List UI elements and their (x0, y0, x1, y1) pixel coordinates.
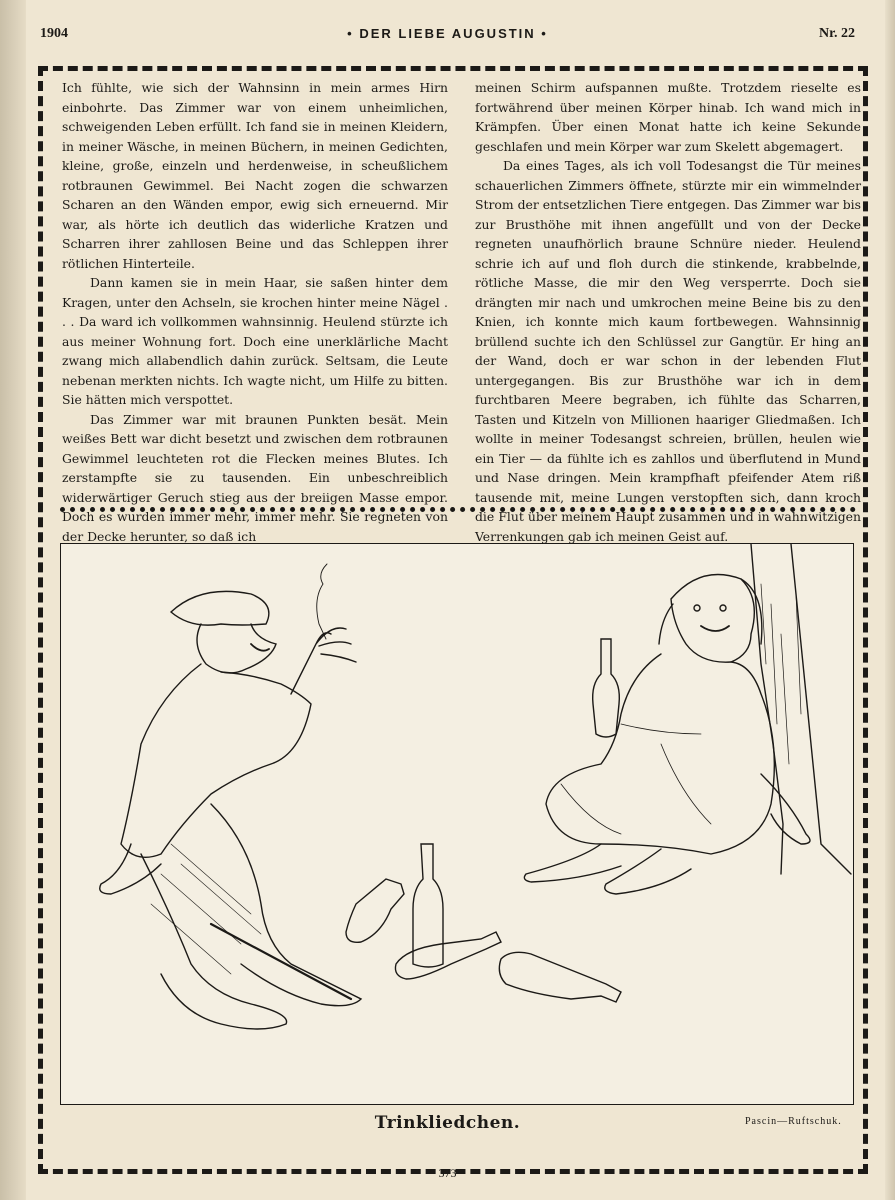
bottle-held (593, 639, 620, 737)
page-number: 373 (438, 1166, 457, 1180)
paragraph: Da eines Tages, als ich voll Todesangst die Tür meines schauerlichen Zimmers öffnete, stürzte mir ein wimmelnder Strom der entsetzlichen Tiere entgegen. Das Zimmer war bis zur Brusthöhe mit ihnen angefüllt und von der Decke regneten unaufhörlich braune Schnüre nieder. Heulend schrie ich auf und floh durch die stinkende, krabbelnde, rötliche Masse, die mir den Weg versperrte. Doch sie drängten mir nach und umkrochen meine Beine bis zu den Knien, ich konnte mich kaum fortbewegen. Wahnsinnig brüllend suchte ich den Schlüssel zur Gangtür. Er hing an der Wand, doch er war schon in der lebenden Flut untergegangen. Bis zur Brusthöhe war ich in dem furchtbaren Meere begraben, ich fühlte das Scharren, Tasten und Kitzeln von Millionen haariger Gliedmaßen. Ich wollte in meiner Todesangst schreien, brüllen, heulen wie ein Tier — da fühlte ich es zahllos und überflutend in Mund und Nase dringen. Mein krampfhaft pfeifender Atem riß tausende mit, meine Lungen verstopften sich, dann kroch die Flut über meinem Haupt zusammen und in wahnwitzigen Verrenkungen gab ich meinen Geist auf. (475, 158, 861, 544)
text-column-left (62, 78, 448, 546)
paragraph: meinen Schirm aufspannen mußte. Trotzdem rieselte es fortwährend über meinen Körper hinab. Ich wand mich in Krämpfen. Über einen Monat hatte ich keine Sekunde geschlafen und mein Körper war zum Skelett abgemagert. (475, 80, 861, 154)
artist-signature: Pascin—Ruftschuk. (745, 1116, 842, 1127)
paragraph: Dann kamen sie in mein Haar, sie saßen hinter dem Kragen, unter den Achseln, sie krochen hinter meine Nägel . . . Da ward ich vollkommen wahnsinnig. Heulend stürzte ich aus meiner Wohnung fort. Doch eine unerklärliche Macht zwang mich allabendlich dahin zurück. Seltsam, die Leute nebenan merkten nichts. Ich wagte nicht, um Hilfe zu bitten. Sie hätten mich verspottet. (62, 275, 448, 407)
paragraph: Das Zimmer war mit braunen Punkten besät. Mein weißes Bett war dicht besetzt und zwischen dem rotbraunen Gewimmel leuchteten rot die Flecken meines Blutes. Ich zerstampfte sie zu tausenden. Ein unbeschreiblich widerwärtiger Geruch stieg aus der breiigen Masse empor. Doch es wurden immer mehr, immer mehr. Sie regneten von der Decke herunter, so daß ich (62, 411, 448, 544)
hat (171, 591, 269, 625)
header-magazine-title: • DER LIEBE AUGUSTIN • (347, 26, 548, 41)
running-header (40, 26, 855, 44)
illustration-caption: Trinkliedchen. (374, 1113, 521, 1133)
text-column-right (475, 78, 861, 546)
seated-woman-figure (524, 575, 810, 895)
paragraph: Ich fühlte, wie sich der Wahnsinn in mein armes Hirn einbohrte. Das Zimmer war von einem unheimlichen, schweigenden Leben erfüllt. Ich fand sie in meinen Kleidern, in meiner Wäsche, in meinen Büchern, in meinen Gedichten, kleine, große, einzeln und herdenweise, in scheußlichem rotbraunen Gewimmel. Bei Nacht zogen die schwarzen Scharen an den Wänden empor, ewig sich erneuernd. Mir war, als hörte ich deutlich das widerliche Kratzen und Scharren ihrer zahllosen Beine und das Schleppen ihrer rötlichen Hinterteile. (62, 80, 448, 271)
bottles-on-ground (346, 844, 621, 1002)
illustration-drinking-song (60, 543, 854, 1105)
illustration-drawing (61, 544, 852, 1103)
header-issue-number: Nr. 22 (818, 26, 855, 41)
walking-stick (211, 924, 351, 999)
page-edge-shadow (885, 0, 895, 1200)
dancing-man-figure (100, 564, 361, 1029)
book-binding-shadow (0, 0, 26, 1200)
header-year: 1904 (40, 26, 68, 41)
